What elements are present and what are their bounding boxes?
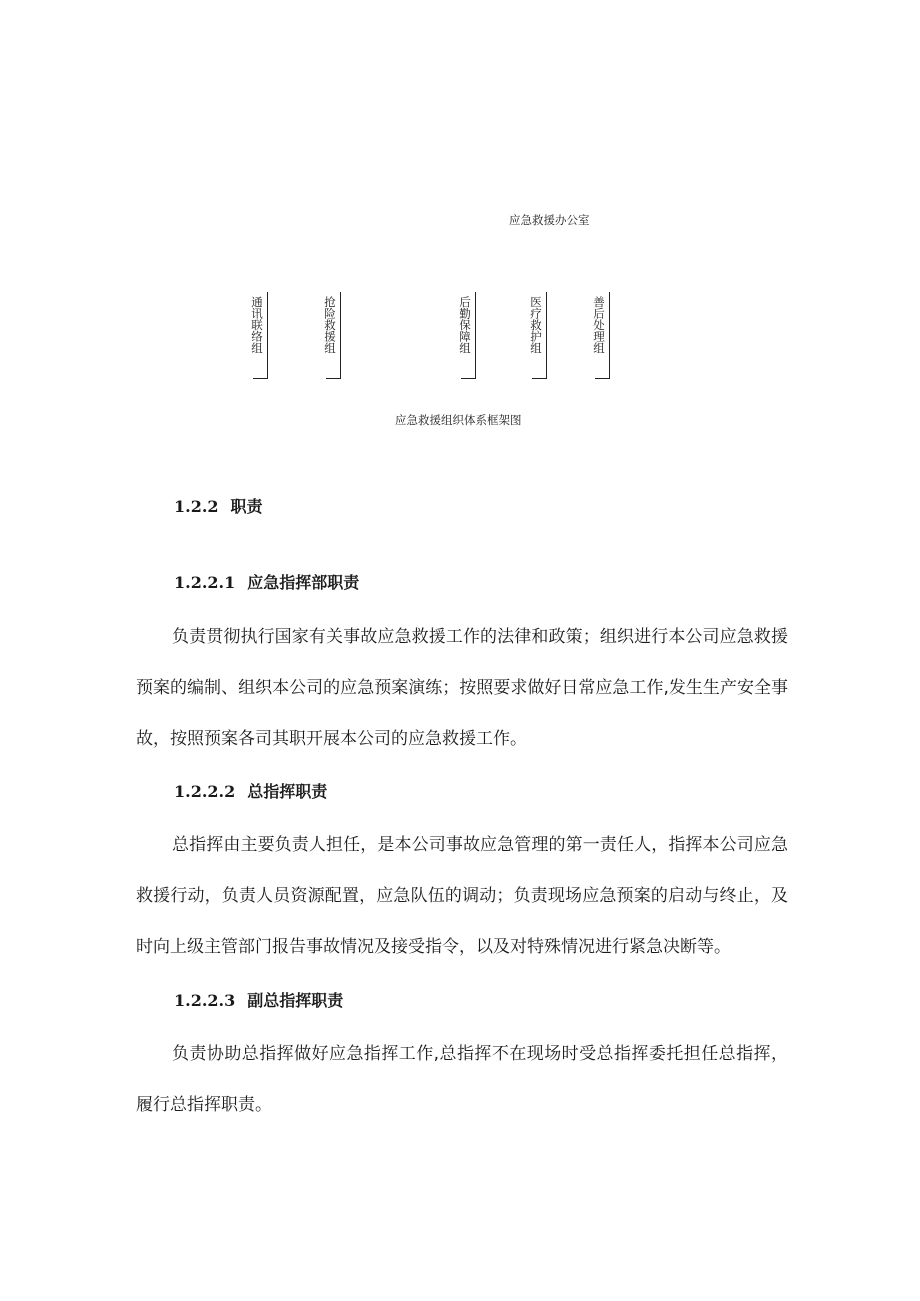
- section-heading-1-2-2-2: [174, 779, 327, 802]
- section-heading-1-2-2: [174, 494, 263, 517]
- section-body-1-2-2-3: 负责协助总指挥做好应急指挥工作,总指挥不在现场时受总指挥委托担任总指挥，履行总指挥职责。: [136, 1044, 788, 1115]
- section-title: 应急指挥部职责: [247, 573, 360, 592]
- org-chart-caption: 应急救援组织体系框架图: [395, 413, 522, 427]
- org-group-logistics: 后勤保障组: [458, 296, 472, 354]
- section-heading-1-2-2-3: [174, 988, 343, 1011]
- section-number: 1.2.2: [174, 497, 219, 516]
- section-number: 1.2.2.2: [174, 782, 236, 801]
- section-body-1-2-2-2: 总指挥由主要负责人担任，是本公司事故应急管理的第一责任人，指挥本公司应急救援行动，负责人员资源配置，应急队伍的调动；负责现场应急预案的启动与终止，及时向上级主管部门报告事故情况及接受指令，以及对特殊情况进行紧急决断等。: [136, 835, 788, 957]
- section-heading-1-2-2-1: [174, 570, 359, 593]
- section-title: 副总指挥职责: [247, 991, 344, 1010]
- org-group-medical: 医疗救护组: [529, 296, 543, 354]
- section-number: 1.2.2.3: [174, 991, 236, 1010]
- section-title: 职责: [230, 497, 263, 516]
- org-group-aftermath: 善后处理组: [592, 296, 606, 354]
- section-number: 1.2.2.1: [174, 573, 236, 592]
- section-body-1-2-2-1: 负责贯彻执行国家有关事故应急救援工作的法律和政策；组织进行本公司应急救援预案的编制、组织本公司的应急预案演练；按照要求做好日常应急工作,发生生产安全事故，按照预案各司其职开展本公司的应急救援工作。: [136, 627, 788, 749]
- org-chart-top-node: 应急救援办公室: [509, 213, 590, 227]
- org-group-communication: 通讯联络组: [250, 296, 264, 354]
- org-group-rescue: 抢险救援组: [323, 296, 337, 354]
- section-title: 总指挥职责: [247, 782, 328, 801]
